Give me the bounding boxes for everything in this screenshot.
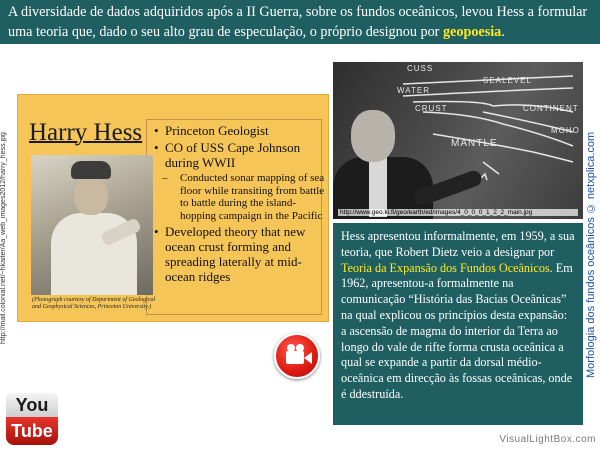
- explanation-panel: [333, 223, 583, 425]
- slide-bullet-list: [154, 123, 330, 286]
- explanation-text: Hess apresentou informalmente, em 1959, a sua teoria, que Robert Dietz veio a designar por: [341, 229, 575, 259]
- video-camera-lens-icon: [304, 352, 312, 364]
- blackboard-photo: [333, 62, 583, 219]
- left-image-credit: http://mail.colonial.net/~hkaiter/Aa_web_images2012/harry_hess.jpg: [0, 132, 7, 344]
- youtube-logo-you: You: [6, 393, 58, 417]
- video-camera-button[interactable]: [274, 333, 320, 379]
- blackboard-photo-url[interactable]: http://www.geo.ki.fi/geo/earth/ed/images/4_0_0_0_1_2_2_main.jpg: [338, 209, 578, 216]
- board-label: WATER: [397, 86, 430, 95]
- photo-man-head: [351, 110, 395, 162]
- explanation-text-cont: . Em 1962, apresentou-a formalmente na comunicação “História das Bacias Oceânicas” na qual explicou os princípios desta expansão: a ascensão de magma do interior da Terra ao longo do vale de rifte forma crusta oceânica a qual se expande a partir da dorsal médio-oceânica em direcção às fossas oceânicas, onde é ddestruída.: [341, 260, 573, 401]
- header-text: A diversidade de dados adquiridos após a II Guerra, sobre os fundos oceânicos, levou Hess a formular uma teoria que, dado o seu alto grau de especulação, o próprio designou por: [8, 4, 588, 40]
- board-label: CUSS: [407, 64, 434, 73]
- header-banner: [0, 0, 600, 44]
- board-label: MOHO: [551, 126, 580, 135]
- sub-bullet-item: – Conducted sonar mapping of sea floor while transiting from battle to battle during the island-hopping campaign in the Pacific: [160, 172, 330, 222]
- board-label: CRUST: [415, 104, 448, 113]
- board-label: MANTLE: [451, 138, 498, 149]
- bullet-item: • Princeton Geologist: [154, 123, 330, 138]
- photo-figure-face: [74, 177, 108, 215]
- board-label: CONTINENT: [523, 104, 579, 113]
- harry-hess-slide: [17, 94, 329, 322]
- right-page-credit: Morfologia dos fundos oceânicos © netxplica.com: [585, 131, 597, 379]
- video-camera-body-icon: [286, 351, 304, 364]
- slide-title: Harry Hess: [29, 119, 143, 146]
- bullet-item: • CO of USS Cape Johnson during WWII: [154, 140, 330, 170]
- header-highlight: geopoesia: [442, 24, 502, 40]
- board-label: SEALEVEL: [483, 76, 532, 85]
- youtube-logo-tube: Tube: [6, 417, 58, 445]
- photo-man-shirt: [369, 157, 387, 217]
- photo-figure-cap: [71, 161, 111, 179]
- bullet-item: • Developed theory that new ocean crust forming and spreading laterally at mid-ocean ridges: [154, 224, 330, 284]
- explanation-highlight: Teoria da Expansão dos Fundos Oceânicos: [341, 260, 550, 275]
- photo-caption: (Photograph courtesy of Department of Geological and Geophysical Sciences, Princeton University.): [32, 297, 156, 310]
- hess-portrait-photo: [31, 155, 153, 295]
- visuallightbox-watermark: VisualLightBox.com: [499, 434, 596, 445]
- header-text-end: .: [501, 24, 505, 40]
- youtube-logo-button[interactable]: [6, 393, 58, 447]
